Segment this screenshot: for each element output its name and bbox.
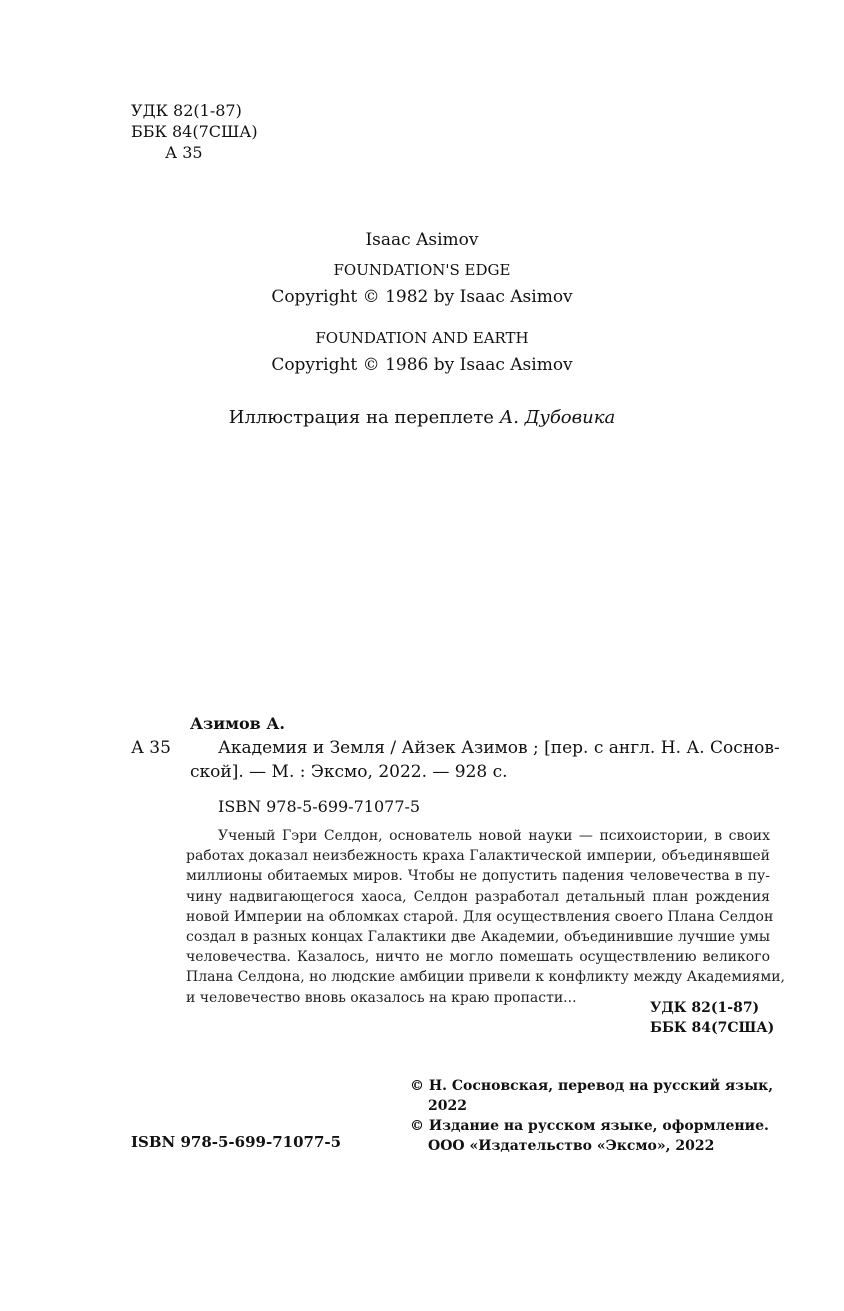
illustration-artist: А. Дубовика (499, 407, 616, 428)
copyright-block (410, 1076, 780, 1156)
original-author: Isaac Asimov (365, 230, 479, 250)
annotation-line: и человечество вновь оказалось на краю пропасти... (186, 989, 577, 1006)
annotation-line: создал в разных концах Галактики две Академии, объединившие лучшие умы (186, 929, 770, 946)
book2-title: FOUNDATION AND EARTH (315, 329, 529, 347)
catalog-isbn: ISBN 978-5-699-71077-5 (218, 797, 421, 816)
udk-code-top: УДК 82(1-87) (131, 101, 242, 120)
illustration-prefix: Иллюстрация на переплете (228, 407, 494, 428)
annotation-paragraph (186, 826, 786, 1008)
author-mark-top: А 35 (165, 143, 203, 162)
book1-title: FOUNDATION'S EDGE (333, 261, 511, 279)
bottom-isbn: ISBN 978-5-699-71077-5 (131, 1133, 342, 1151)
annotation-line: чину надвигающегося хаоса, Селдон разработал детальный план рождения (186, 888, 770, 905)
annotation-line: новой Империи на обломках старой. Для осуществления своего Плана Селдон (186, 908, 774, 925)
book2-copyright: Copyright © 1986 by Isaac Asimov (271, 355, 573, 375)
book1-copyright: Copyright © 1982 by Isaac Asimov (271, 287, 573, 307)
annotation-line: работах доказал неизбежность краха Галактической империи, объединявшей (186, 848, 770, 865)
translation-copyright: © Н. Сосновская, перевод на русский язык, 2022 (410, 1078, 774, 1114)
catalog-author-heading: Азимов А. (190, 714, 285, 733)
annotation-line: человечества. Казалось, ничто не могло помешать осуществлению великого (186, 949, 770, 966)
edition-copyright: © Издание на русском языке, оформление. ООО «Издательство «Эксмо», 2022 (410, 1118, 769, 1154)
catalog-description-line1: Академия и Земля / Айзек Азимов ; [пер. с англ. Н. А. Соснов- (218, 738, 780, 758)
annotation-line: Плана Селдона, но людские амбиции привели к конфликту между Академиями, (186, 969, 786, 986)
catalog-description-line2: ской]. — М. : Эксмо, 2022. — 928 с. (190, 762, 508, 782)
catalog-mark: А 35 (131, 738, 171, 758)
annotation-line: Ученый Гэри Селдон, основатель новой науки — психоистории, в своих (218, 828, 770, 844)
bbk-code-bottom: ББК 84(7США) (650, 1020, 775, 1036)
illustration-credit (0, 407, 844, 428)
annotation-line: миллионы обитаемых миров. Чтобы не допустить падения человечества в пу- (186, 868, 770, 885)
bbk-code-top: ББК 84(7США) (131, 122, 258, 141)
udk-code-bottom: УДК 82(1-87) (650, 1000, 760, 1016)
